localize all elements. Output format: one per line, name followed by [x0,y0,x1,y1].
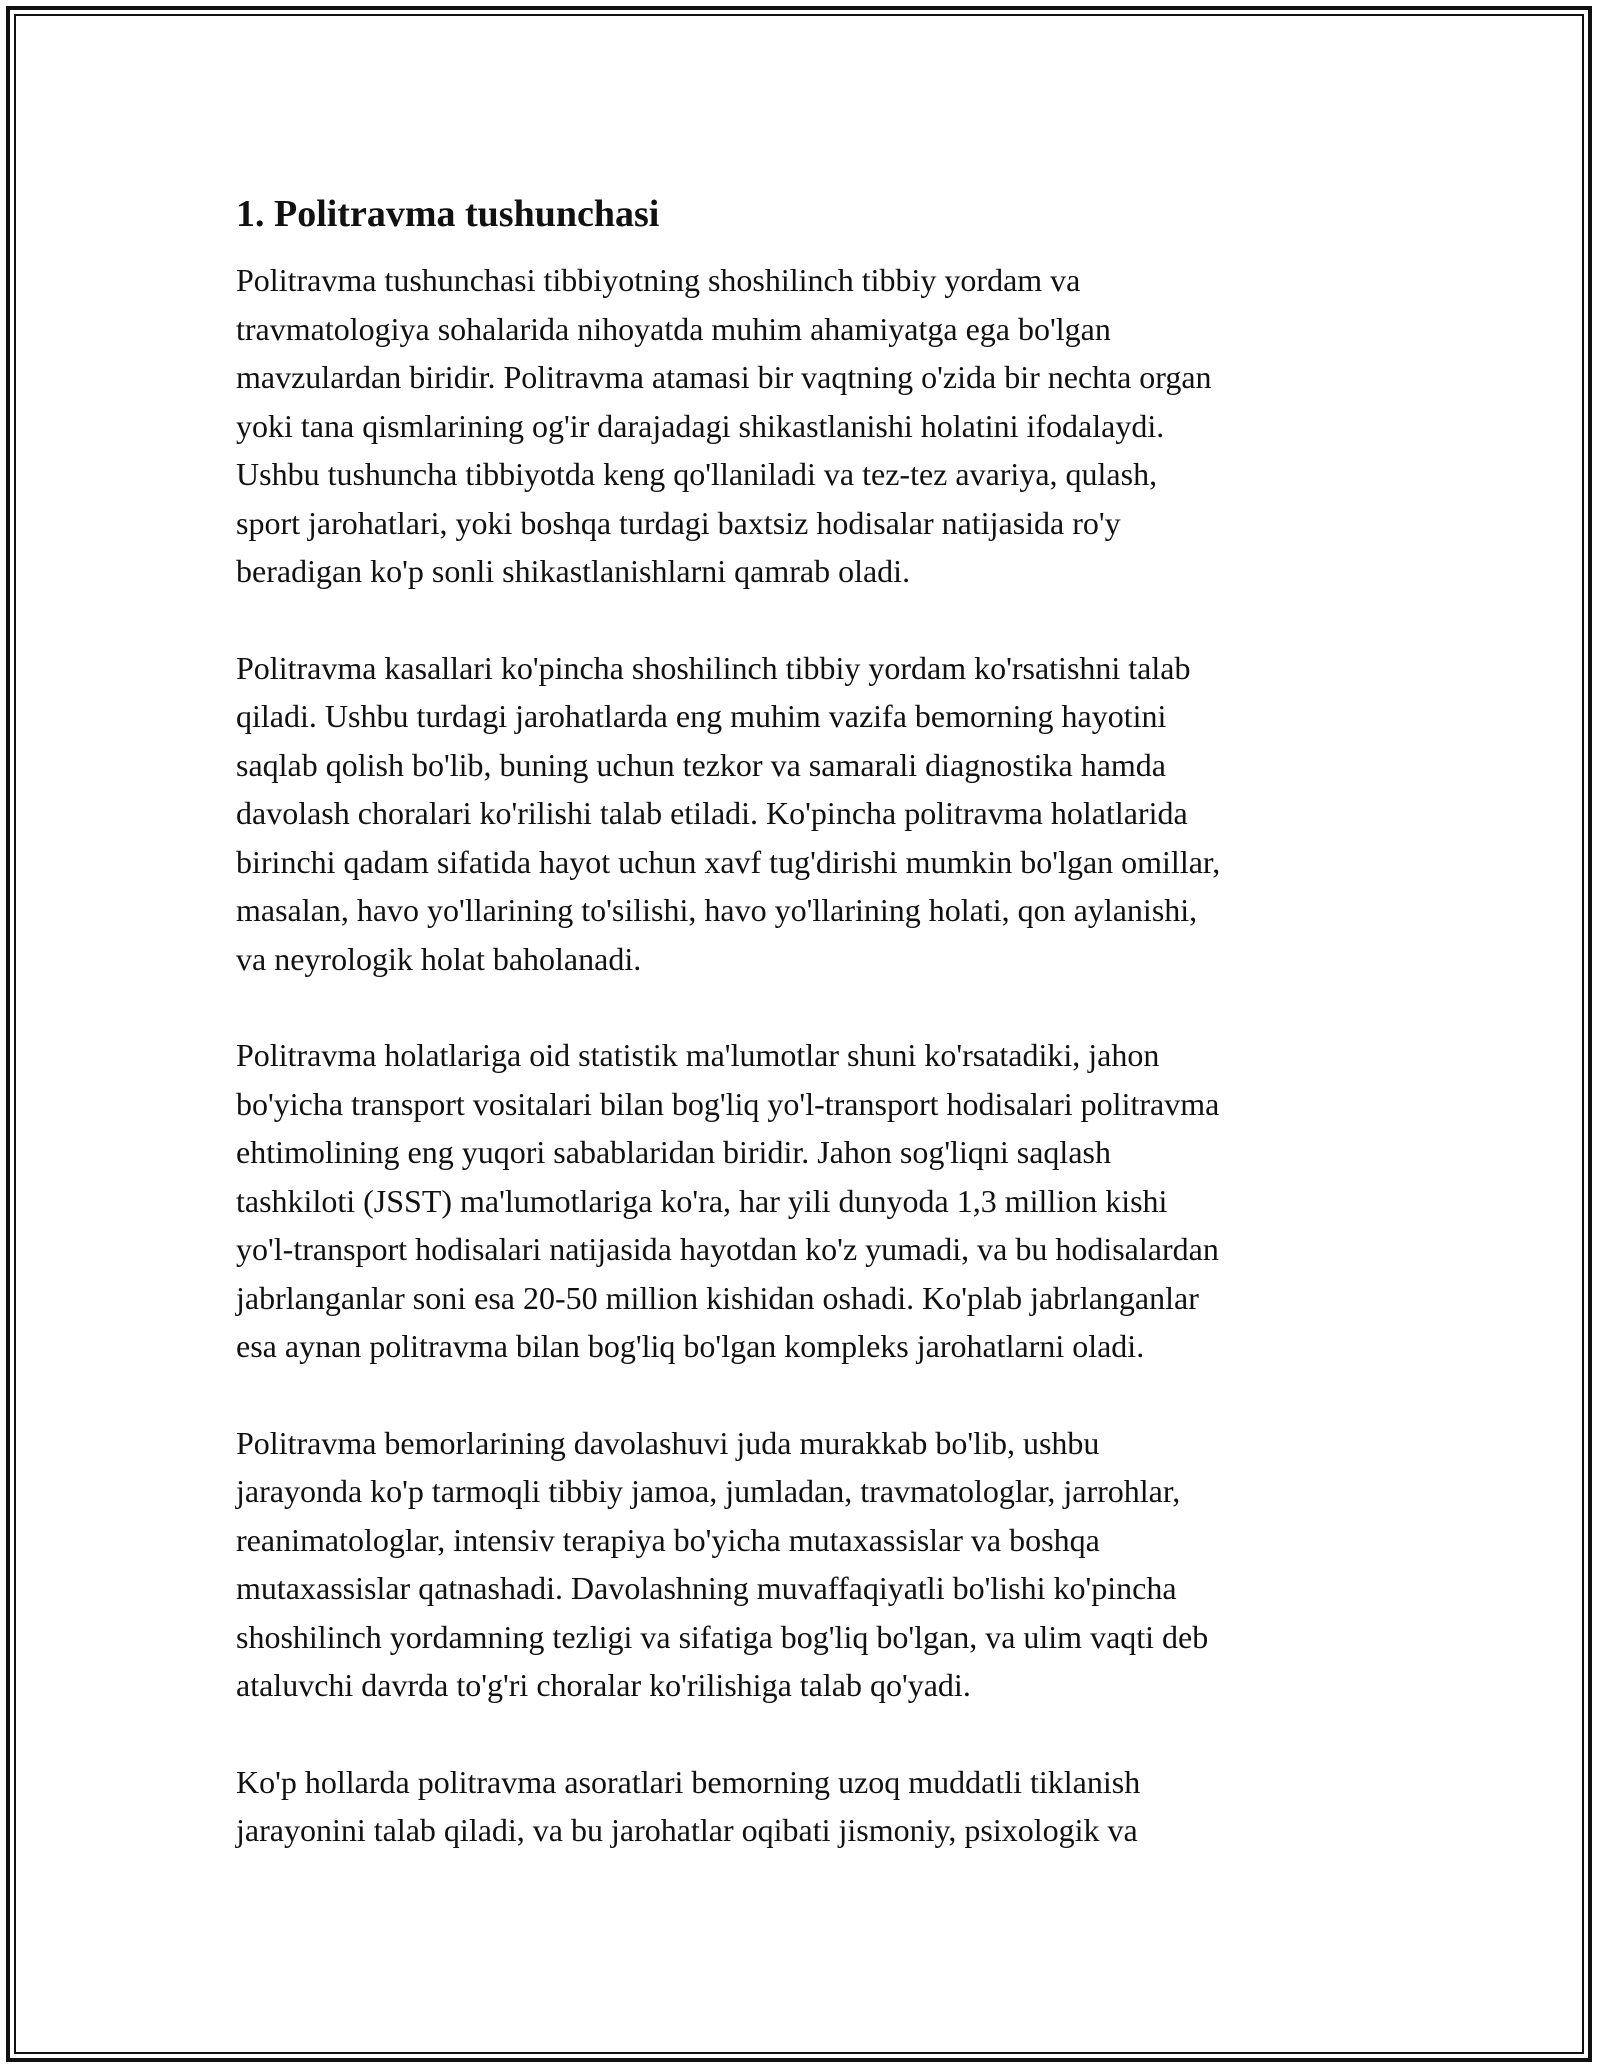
paragraph-4: Politravma bemorlarining davolashuvi juda murakkab bo'lib, ushbu jarayonda ko'p tarmoqli tibbiy jamoa, jumladan, travmatologlar, jarrohlar, reanimatologlar, intensiv terapiya bo'yicha mutaxassislar va boshqa mutaxassislar qatnashadi. Davolashning muvaffaqiyatli bo'lishi ko'pincha shoshilinch yordamning tezligi va sifatiga bog'liq bo'lgan, va ulim vaqti deb ataluvchi davrda to'g'ri choralar ko'rilishiga talab qo'yadi. [236,1424,1209,1703]
paragraph-3: Politravma holatlariga oid statistik ma'lumotlar shuni ko'rsatadiki, jahon bo'yicha transport vositalari bilan bog'liq yo'l-transport hodisalari politravma ehtimolining eng yuqori sabablaridan biridir. Jahon sog'liqni saqlash tashkiloti (JSST) ma'lumotlariga ko'ra, har yili dunyoda 1,3 million kishi yo'l-transport hodisalari natijasida hayotdan ko'z yumadi, va bu hodisalardan jabrlanganlar soni esa 20-50 million kishidan oshadi. Ko'plab jabrlanganlar esa aynan politravma bilan bog'liq bo'lgan kompleks jarohatlarni oladi. [236,1037,1220,1364]
paragraph-1: Politravma tushunchasi tibbiyotning shoshilinch tibbiy yordam va travmatologiya sohalarida nihoyatda muhim ahamiyatga ega bo'lgan mavzulardan biridir. Politravma atamasi bir vaqtning o'zida bir nechta organ yoki tana qismlarining og'ir darajadagi shikastlanishi holatini ifodalaydi. Ushbu tushuncha tibbiyotda keng qo'llaniladi va tez-tez avariya, qulash, sport jarohatlari, yoki boshqa turdagi baxtsiz hodisalar natijasida ro'y beradigan ko'p sonli shikastlanishlarni qamrab oladi. [236,262,1212,589]
paragraph-5: Ko'p hollarda politravma asoratlari bemorning uzoq muddatli tiklanish jarayonini talab qiladi, va bu jarohatlar oqibati jismoniy, psixologik va [236,1763,1141,1848]
paragraph-2: Politravma kasallari ko'pincha shoshilinch tibbiy yordam ko'rsatishni talab qiladi. Ushbu turdagi jarohatlarda eng muhim vazifa bemorning hayotini saqlab qolish bo'lib, buning uchun tezkor va samarali diagnostika hamda davolash choralari ko'rilishi talab etiladi. Ko'pincha politravma holatlarida birinchi qadam sifatida hayot uchun xavf tug'dirishi mumkin bo'lgan omillar, masalan, havo yo'llarining to'silishi, havo yo'llarining holati, qon aylanishi, va neyrologik holat baholanadi. [236,649,1221,977]
section-heading: 1. Politravma tushunchasi [236,193,660,235]
document-body [236,186,1376,1903]
